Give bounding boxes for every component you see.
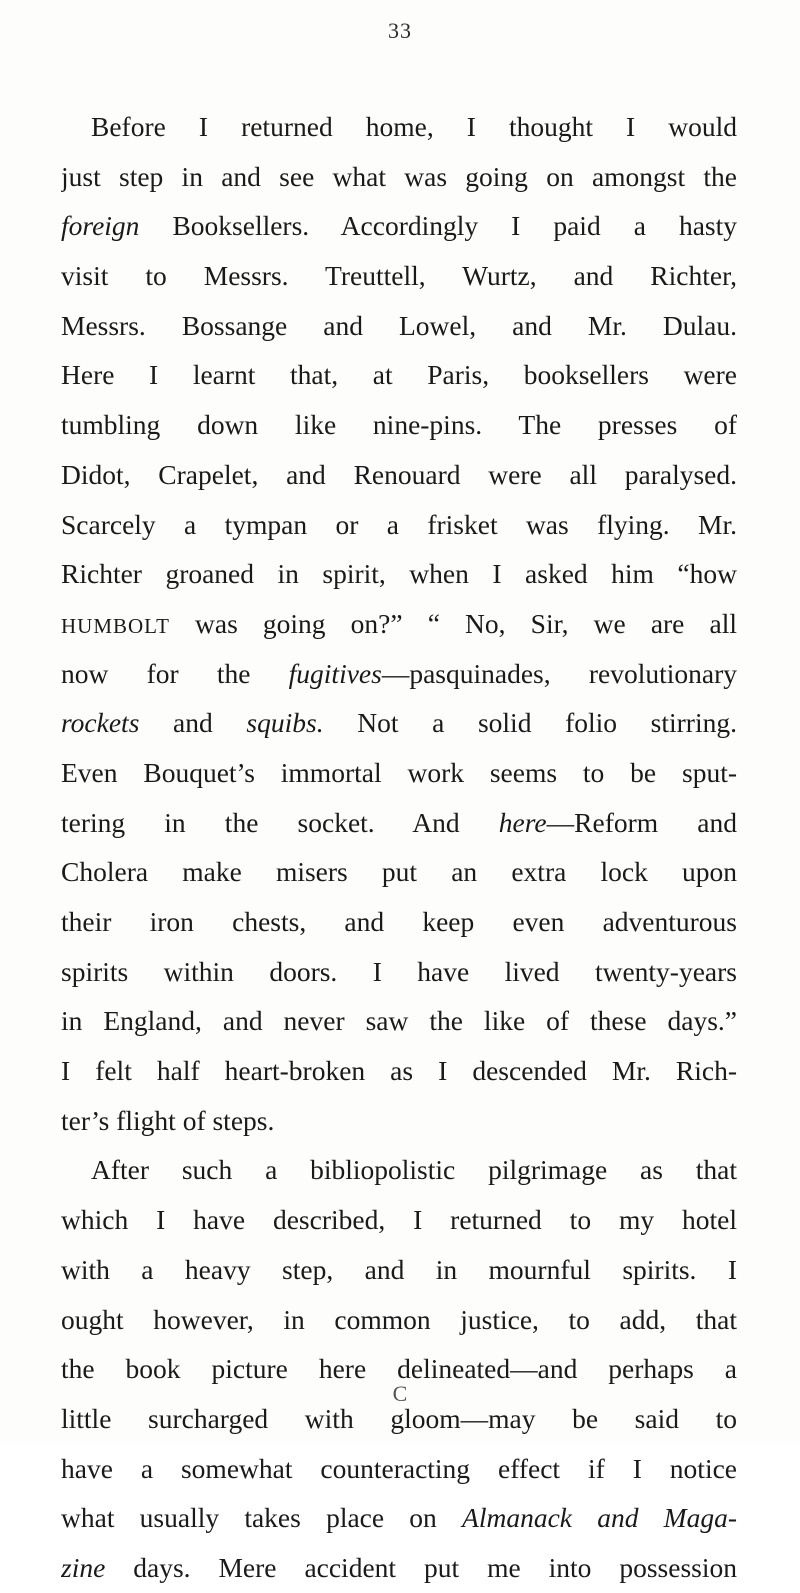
text-line: spirits within doors. I have lived twenty-years — [61, 955, 737, 987]
text-line: with a heavy step, and in mournful spirits. I — [61, 1253, 737, 1285]
text-line: little surcharged with gloom—may be said to — [61, 1402, 737, 1434]
text-line: Before I returned home, I thought I would — [91, 111, 737, 142]
text-line: ought however, in common justice, to add, that — [61, 1303, 737, 1335]
text-segment: tering in the socket. And — [61, 806, 499, 838]
italic-text: Almanack and Maga- — [462, 1502, 737, 1534]
text-segment: Booksellers. Accordingly I paid a hasty — [139, 210, 737, 242]
text-line: Scarcely a tympan or a frisket was flying. Mr. — [61, 508, 737, 540]
text-segment: now for the — [61, 657, 289, 689]
italic-text: here — [498, 806, 547, 838]
italic-text: fugitives — [288, 657, 382, 689]
text-line — [61, 599, 737, 649]
text-line: have a somewhat counteracting effect if I notice — [61, 1452, 737, 1484]
text-line: in England, and never saw the like of these days.” — [61, 1005, 737, 1037]
text-line — [61, 1493, 737, 1543]
text-line: After such a bibliopolistic pilgrimage as that — [91, 1154, 737, 1186]
italic-text: foreign — [61, 210, 140, 242]
text-line: just step in and see what was going on amongst the — [61, 160, 737, 192]
text-segment: was going on?” “ No, Sir, we are all — [169, 607, 737, 639]
text-line: Even Bouquet’s immortal work seems to be sput- — [61, 756, 737, 788]
text-line: Richter groaned in spirit, when I asked him “how — [61, 558, 737, 590]
page-number: 33 — [388, 18, 412, 43]
text-line: Here I learnt that, at Paris, booksellers were — [61, 359, 737, 391]
text-line: visit to Messrs. Treuttell, Wurtz, and Richter, — [61, 260, 737, 292]
small-caps-text: HUMBOLT — [61, 613, 170, 638]
text-line — [61, 649, 737, 699]
text-segment: Not a solid folio stirring. — [323, 707, 737, 739]
text-line: their iron chests, and keep even adventurous — [61, 906, 737, 937]
italic-text: squibs. — [246, 707, 324, 739]
signature-mark: C — [392, 1381, 408, 1406]
text-line: tumbling down like nine-pins. The presses of — [61, 409, 737, 441]
text-line — [61, 201, 737, 251]
text-segment: what usually takes place on — [61, 1502, 463, 1534]
text-line — [61, 798, 737, 848]
text-line: I felt half heart-broken as I descended Mr. Rich- — [61, 1055, 737, 1087]
text-line — [61, 698, 737, 748]
text-segment: days. Mere accident put me into possession — [105, 1551, 737, 1583]
text-line: ter’s flight of steps. — [61, 1104, 275, 1136]
text-line — [61, 1543, 737, 1593]
text-line: Didot, Crapelet, and Renouard were all paralysed. — [61, 458, 737, 490]
text-segment: and — [139, 707, 247, 739]
text-line: the book picture here delineated—and perhaps a — [61, 1353, 737, 1385]
text-segment: —pasquinades, revolutionary — [381, 657, 737, 689]
text-line: Cholera make misers put an extra lock upon — [61, 856, 737, 888]
text-line: Messrs. Bossange and Lowel, and Mr. Dulau. — [61, 309, 737, 341]
text-line: which I have described, I returned to my hotel — [61, 1204, 737, 1236]
italic-text: rockets — [61, 707, 140, 739]
text-segment: —Reform and — [546, 806, 737, 838]
body-text — [61, 102, 737, 1593]
italic-text: zine — [61, 1551, 106, 1583]
